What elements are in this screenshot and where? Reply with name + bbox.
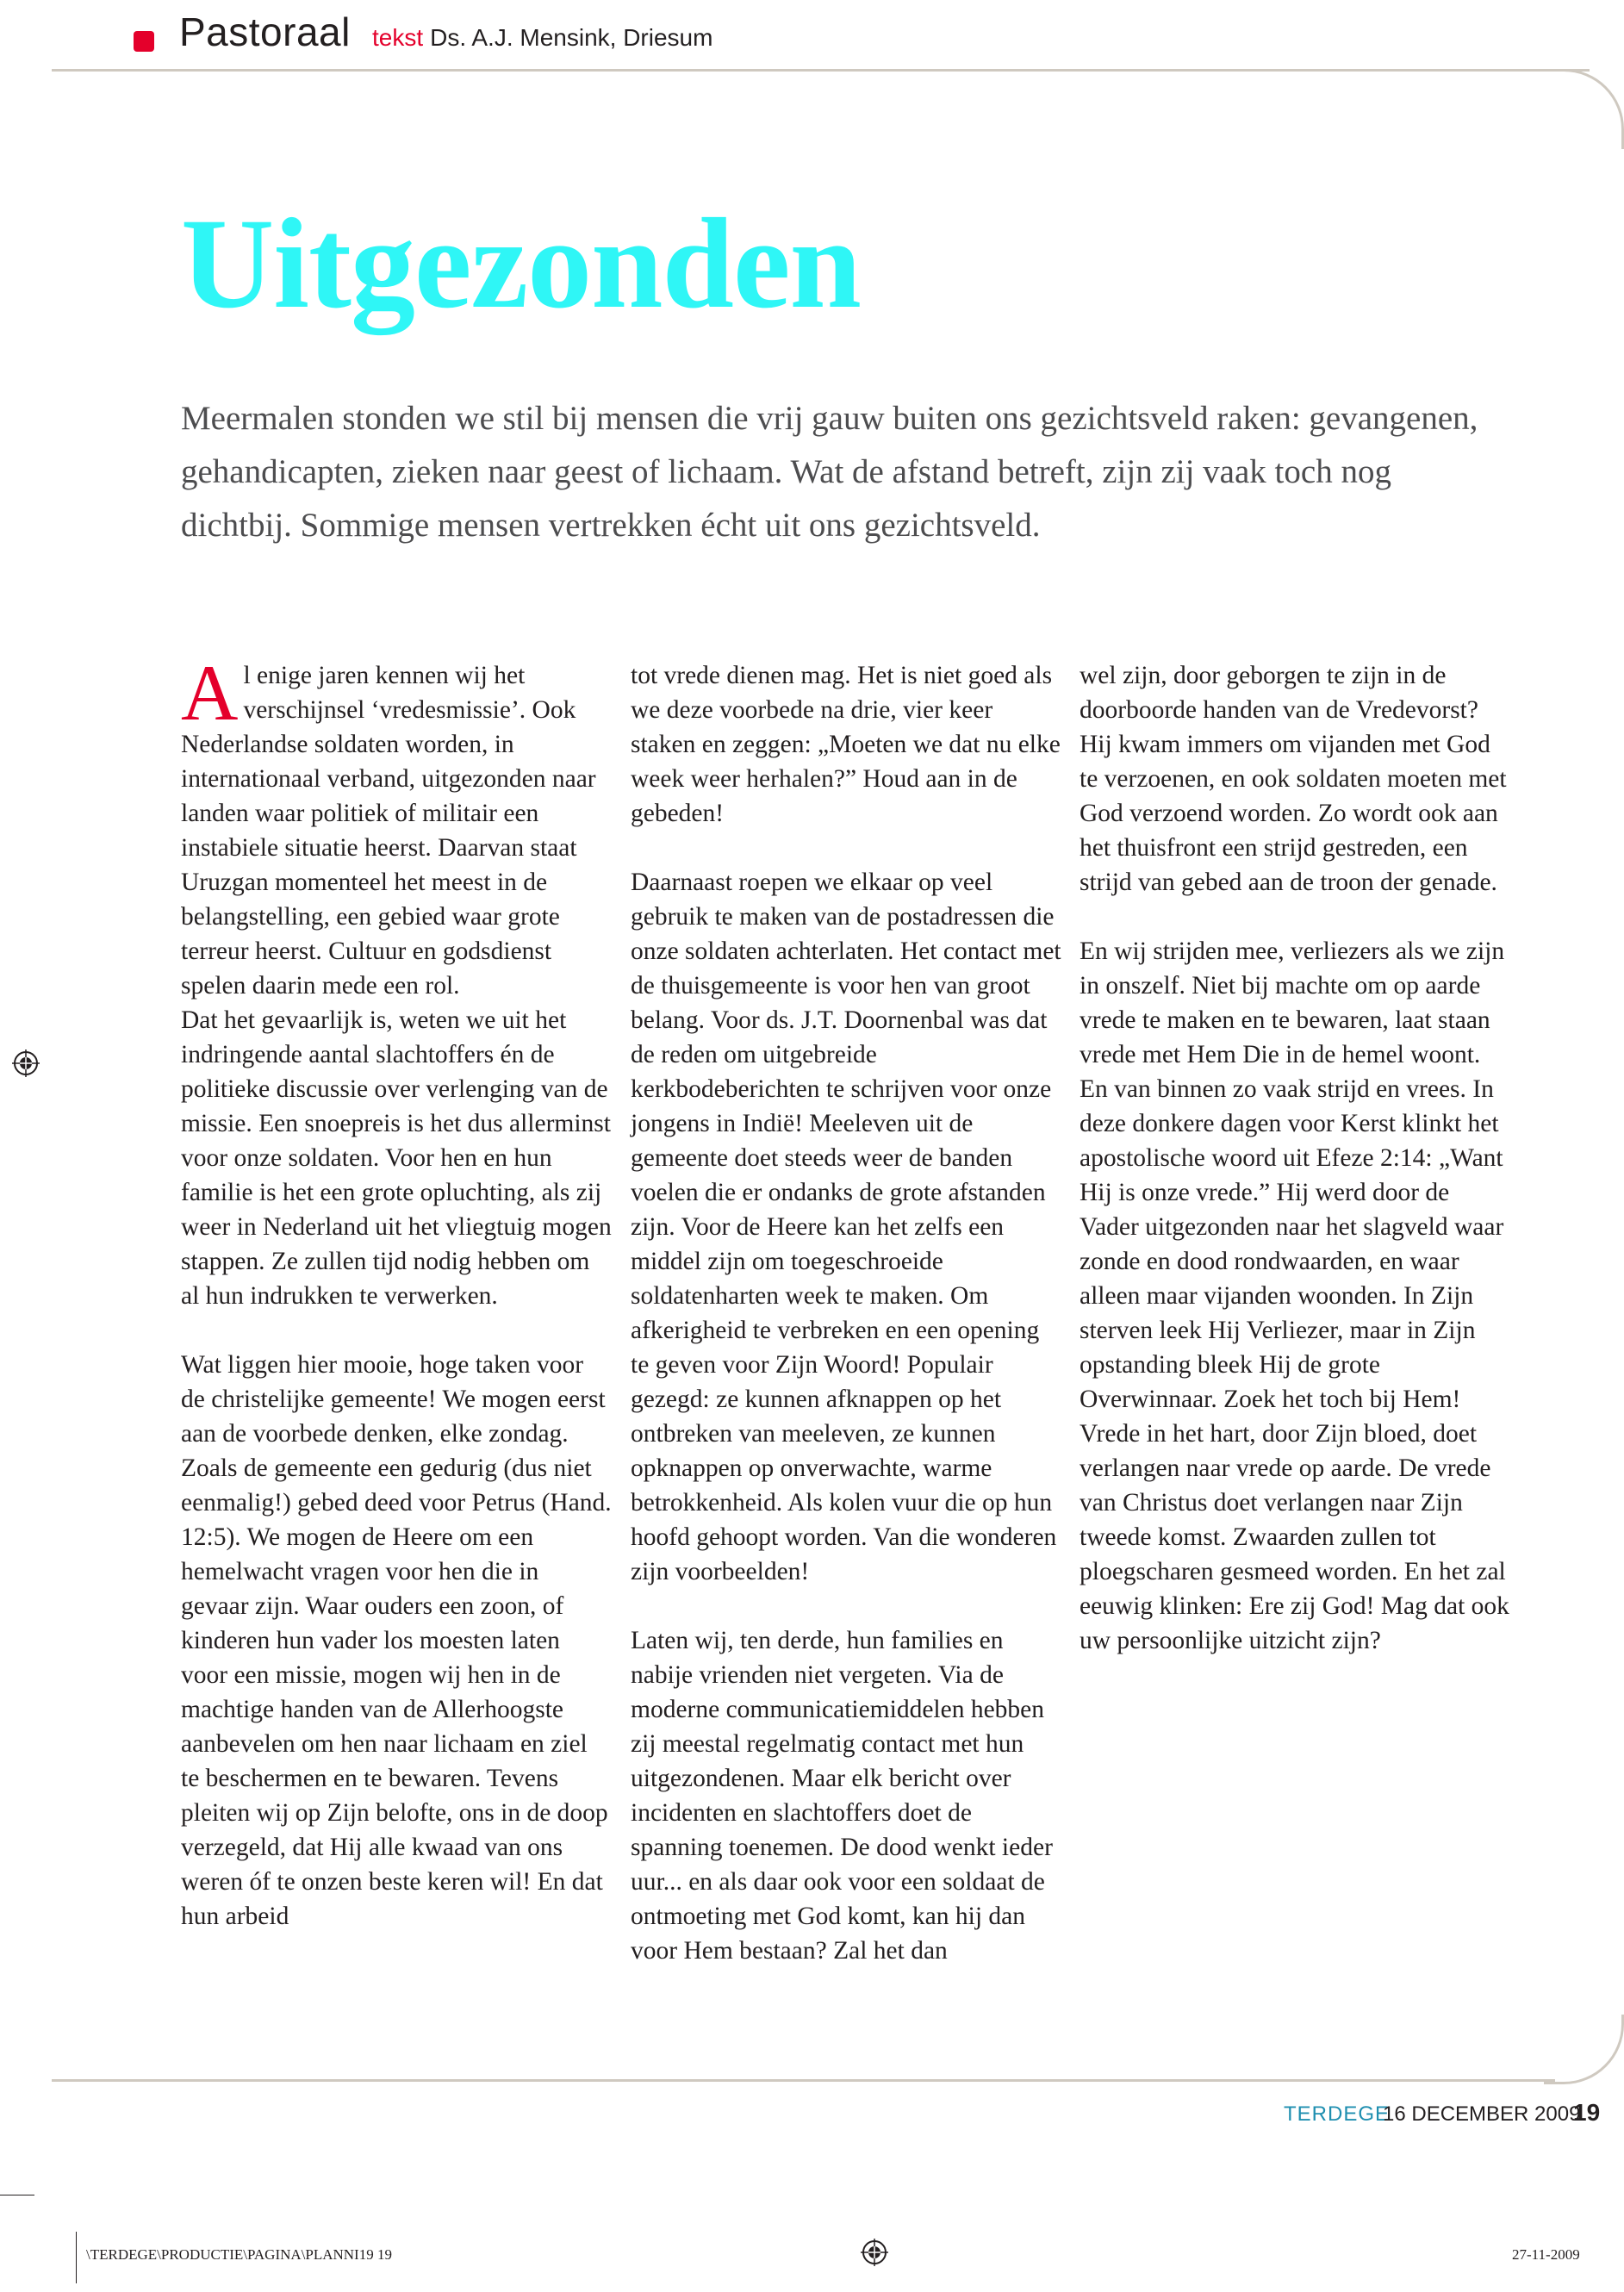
footer-date: 16 DECEMBER 2009 xyxy=(1383,2102,1581,2126)
paragraph: tot vrede dienen mag. Het is niet goed als we deze voorbede na drie, vier keer staken en zeggen: „Moeten we dat nu elke week weer herhalen?” Houd aan in de gebeden! xyxy=(631,662,1061,827)
paragraph xyxy=(181,649,612,1003)
section-marker-square xyxy=(134,31,154,52)
drop-cap: A xyxy=(181,649,239,737)
registration-mark-icon xyxy=(12,1049,40,1077)
footer-magazine: TERDEGE xyxy=(1284,2102,1391,2126)
paragraph: En wij strijden mee, verliezers als we zijn in onszelf. Niet bij machte om op aarde vrede te maken en te bewaren, laat staan vrede met Hem Die in de hemel woont. En van binnen zo vaak strijd en vrees. In deze donkere dagen voor Kerst klinkt het apostolische woord uit Efeze 2:14: „Want Hij is onze vrede.” Hij werd door de Vader uitgezonden naar het slagveld waar zonde en dood rondwaarden, en waar alleen maar vijanden woonden. In Zijn sterven leek Hij Verliezer, maar in Zijn opstanding bleek Hij de grote Overwinnaar. Zoek het toch bij Hem! Vrede in het hart, door Zijn bloed, doet verlangen naar vrede op aarde. De vrede van Christus doet verlangen naar Zijn tweede komst. Zwaarden zullen tot ploegscharen gesmeed worden. En het zal eeuwig klinken: Ere zij God! Mag dat ook uw persoonlijke uitzicht zijn? xyxy=(1080,937,1509,1654)
article-column-2 xyxy=(631,658,1061,2002)
footer-page-number: 19 xyxy=(1573,2099,1601,2126)
paragraph: Daarnaast roepen we elkaar op veel gebruik te maken van de postadressen die onze soldaten achterlaten. Het contact met de thuisgemeente is voor hen van groot belang. Voor ds. J.T. Doornenbal was dat de reden om uitgebreide kerkbodeberichten te schrijven voor onze jongens in Indië! Meeleven uit de gemeente doet steeds weer de banden voelen die er ondanks de grote afstanden zijn. Voor de Heere kan het zelfs een middel zijn om toegeschroeide soldatenharten week te maken. Om afkerigheid te verbreken en een opening te geven voor Zijn Woord! Populair gezegd: ze kunnen afknappen op het ontbreken van meeleven, ze kunnen opknappen op onverwachte, warme betrokkenheid. Als kolen vuur die op hun hoofd gehoopt worden. Van die wonderen zijn voorbeelden! xyxy=(631,869,1061,1585)
print-slug-date: 27-11-2009 xyxy=(1512,2246,1580,2263)
byline-author: Ds. A.J. Mensink, Driesum xyxy=(430,24,713,51)
section-title: Pastoraal xyxy=(179,9,351,54)
paragraph: Laten wij, ten derde, hun families en nabije vrienden niet vergeten. Via de moderne communicatiemiddelen hebben zij meestal regelmatig contact met hun uitgezondenen. Maar elk bericht over incidenten en slachtoffers doet de spanning toenemen. De dood wenkt ieder uur... en als daar ook voor een soldaat de ontmoeting met God komt, kan hij dan voor Hem bestaan? Zal het dan xyxy=(631,1627,1053,1965)
print-slug-path: \TERDEGE\PRODUCTIE\PAGINA\PLANNI19 19 xyxy=(86,2246,392,2263)
byline-label: tekst xyxy=(372,24,424,51)
article-title: Uitgezonden xyxy=(181,192,861,335)
bottom-rule xyxy=(52,2079,1555,2082)
top-rule xyxy=(52,69,1590,72)
byline xyxy=(372,24,712,52)
article-column-1 xyxy=(181,649,612,1968)
bottom-rule-corner xyxy=(1544,2015,1624,2084)
top-rule-corner xyxy=(1544,69,1624,149)
crop-mark xyxy=(76,2232,77,2283)
paragraph: Dat het gevaarlijk is, weten we uit het indringende aantal slachtoffers én de politieke discussie over verlenging van de missie. Een snoepreis is het dus allerminst voor onze soldaten. Voor hen en hun familie is het een grote opluchting, als zij weer in Nederland uit het vliegtuig mogen stappen. Ze zullen tijd nodig hebben om al hun indrukken te verwerken. xyxy=(181,1006,612,1310)
registration-mark-icon xyxy=(861,2239,888,2266)
article-column-3 xyxy=(1080,658,1510,1692)
paragraph: wel zijn, door geborgen te zijn in de doorboorde handen van de Vredevorst? Hij kwam immers om vijanden met God te verzoenen, en ook soldaten moeten met God verzoend worden. Zo wordt ook aan het thuisfront een strijd gestreden, een strijd van gebed aan de troon der genade. xyxy=(1080,662,1507,896)
paragraph: Wat liggen hier mooie, hoge taken voor de christelijke gemeente! We mogen eerst aan de voorbede denken, elke zondag. Zoals de gemeente een gedurig (dus niet eenmalig!) gebed deed voor Petrus (Hand. 12:5). We mogen de Heere om een hemelwacht vragen voor hen die in gevaar zijn. Waar ouders een zoon, of kinderen hun vader los moesten laten voor een missie, mogen wij hen in de machtige handen van de Allerhoogste aanbevelen om hen naar lichaam en ziel te beschermen en te bewaren. Tevens pleiten wij op Zijn belofte, ons in de doop verzegeld, dat Hij alle kwaad van ons weren óf te onzen beste keren wil! En dat hun arbeid xyxy=(181,1351,612,1930)
paragraph-text: l enige jaren kennen wij het verschijnsel ‘vredesmissie’. Ook Nederlandse soldaten worden, in internationaal verband, uitgezonden naar landen waar politiek of militair een instabiele situatie heerst. Daarvan staat Uruzgan momenteel het meest in de belangstelling, een gebied waar grote terreur heerst. Cultuur en godsdienst spelen daarin mede een rol. xyxy=(181,662,596,1000)
article-lead: Meermalen stonden we stil bij mensen die vrij gauw buiten ons gezichtsveld raken: gevangenen, gehandicapten, zieken naar geest of lichaam. Wat de afstand betreft, zijn zij vaak toch nog dichtbij. Sommige mensen vertrekken écht uit ons gezichtsveld. xyxy=(181,400,1478,544)
